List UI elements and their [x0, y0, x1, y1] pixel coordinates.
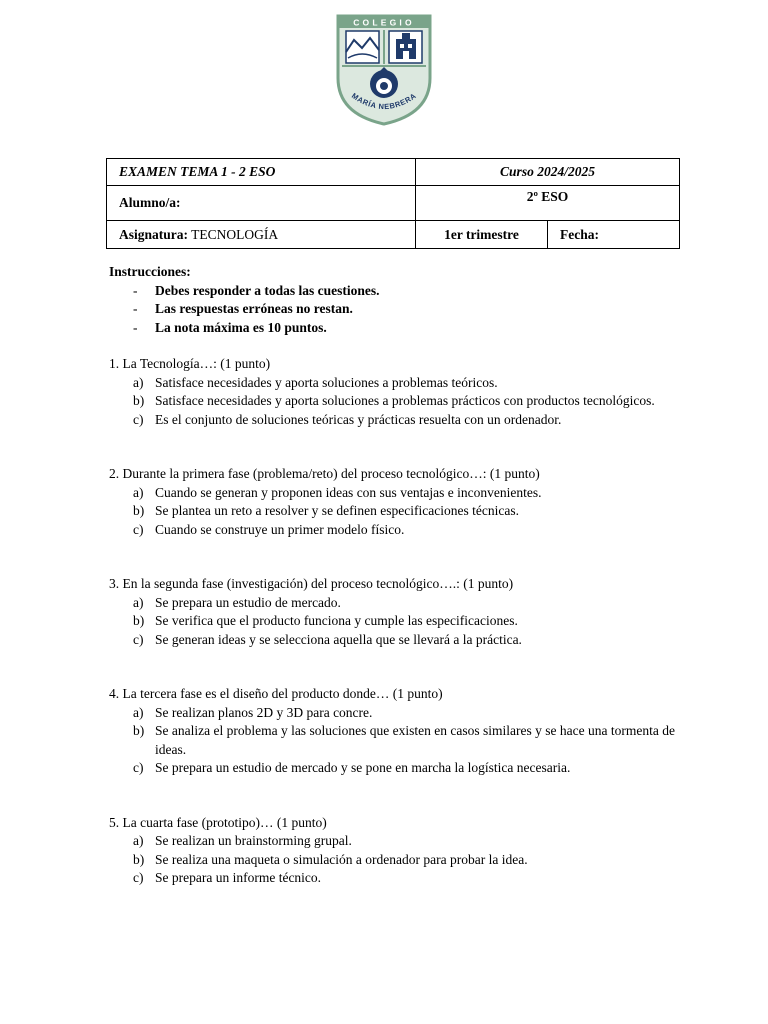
- exam-title: EXAMEN TEMA 1 - 2 ESO: [107, 159, 416, 186]
- course-year: Curso 2024/2025: [416, 159, 680, 186]
- option-a[interactable]: a) Se prepara un estudio de mercado.: [133, 594, 341, 610]
- exam-header-table: [106, 158, 680, 249]
- question-title: 1. La Tecnología…: (1 punto): [109, 356, 271, 371]
- option-a[interactable]: a) Se realizan un brainstorming grupal.: [133, 833, 352, 848]
- question-title: 5. La cuarta fase (prototipo)… (1 punto): [109, 814, 327, 830]
- question-title: 4. La tercera fase es el diseño del producto donde… (1 punto): [109, 686, 443, 701]
- subject-label: Asignatura:: [119, 226, 189, 242]
- subject-value: TECNOLOGÍA: [191, 226, 279, 242]
- question-1: [109, 355, 699, 429]
- instruction-item: - Debes responder a todas las cuestiones.: [133, 282, 380, 298]
- crest-top-text: COLEGIO: [353, 17, 415, 28]
- subject-cell: [107, 221, 416, 249]
- school-crest-logo: [336, 14, 432, 126]
- options-list: [109, 704, 699, 778]
- exam-content: [109, 263, 699, 888]
- instruction-item: - Las respuestas erróneas no restan.: [133, 301, 353, 316]
- option-b[interactable]: b) Satisface necesidades y aporta soluciones a problemas prácticos con productos tecnológicos.: [133, 393, 655, 408]
- crest-bottom-text: MARÍA NEBRERA: [349, 91, 419, 112]
- option-a[interactable]: a) Cuando se generan y proponen ideas con sus ventajas e inconvenientes.: [133, 484, 542, 500]
- options-list: [109, 594, 699, 650]
- option-a[interactable]: a) Satisface necesidades y aporta soluciones a problemas teóricos.: [133, 374, 498, 390]
- options-list: [109, 832, 699, 888]
- term: 1er trimestre: [416, 221, 548, 249]
- options-list: [109, 374, 699, 430]
- question-2: [109, 465, 699, 539]
- instructions-list: [109, 282, 699, 338]
- question-3: [109, 575, 699, 649]
- instructions-section: [109, 263, 699, 337]
- option-b[interactable]: b) Se verifica que el producto funciona y cumple las especificaciones.: [133, 613, 518, 628]
- grade-level: 2º ESO: [416, 186, 680, 221]
- question-5: [109, 814, 699, 888]
- question-4: [109, 685, 699, 778]
- options-list: [109, 484, 699, 540]
- option-c[interactable]: c) Es el conjunto de soluciones teóricas y prácticas resuelta con un ordenador.: [133, 411, 562, 427]
- question-title: 3. En la segunda fase (investigación) del proceso tecnológico….: (1 punto): [109, 576, 514, 591]
- instructions-title: Instrucciones:: [109, 264, 191, 279]
- option-c[interactable]: c) Se prepara un informe técnico.: [133, 870, 322, 885]
- question-title: 2. Durante la primera fase (problema/reto) del proceso tecnológico…: (1 punto): [109, 466, 540, 481]
- option-a[interactable]: a) Se realizan planos 2D y 3D para concre.: [133, 704, 373, 720]
- instruction-item: - La nota máxima es 10 puntos.: [133, 319, 327, 335]
- option-b[interactable]: b) Se analiza el problema y las soluciones que existen en casos similares y se hace una tormenta de ideas.: [133, 723, 675, 757]
- student-label: Alumno/a:: [107, 186, 416, 221]
- option-c[interactable]: c) Se generan ideas y se selecciona aquella que se llevará a la práctica.: [133, 631, 522, 647]
- option-b[interactable]: b) Se realiza una maqueta o simulación a ordenador para probar la idea.: [133, 851, 528, 867]
- option-b[interactable]: b) Se plantea un reto a resolver y se definen especificaciones técnicas.: [133, 503, 519, 518]
- option-c[interactable]: c) Se prepara un estudio de mercado y se pone en marcha la logística necesaria.: [133, 760, 571, 775]
- option-c[interactable]: c) Cuando se construye un primer modelo físico.: [133, 521, 405, 537]
- date-label: Fecha:: [548, 221, 680, 249]
